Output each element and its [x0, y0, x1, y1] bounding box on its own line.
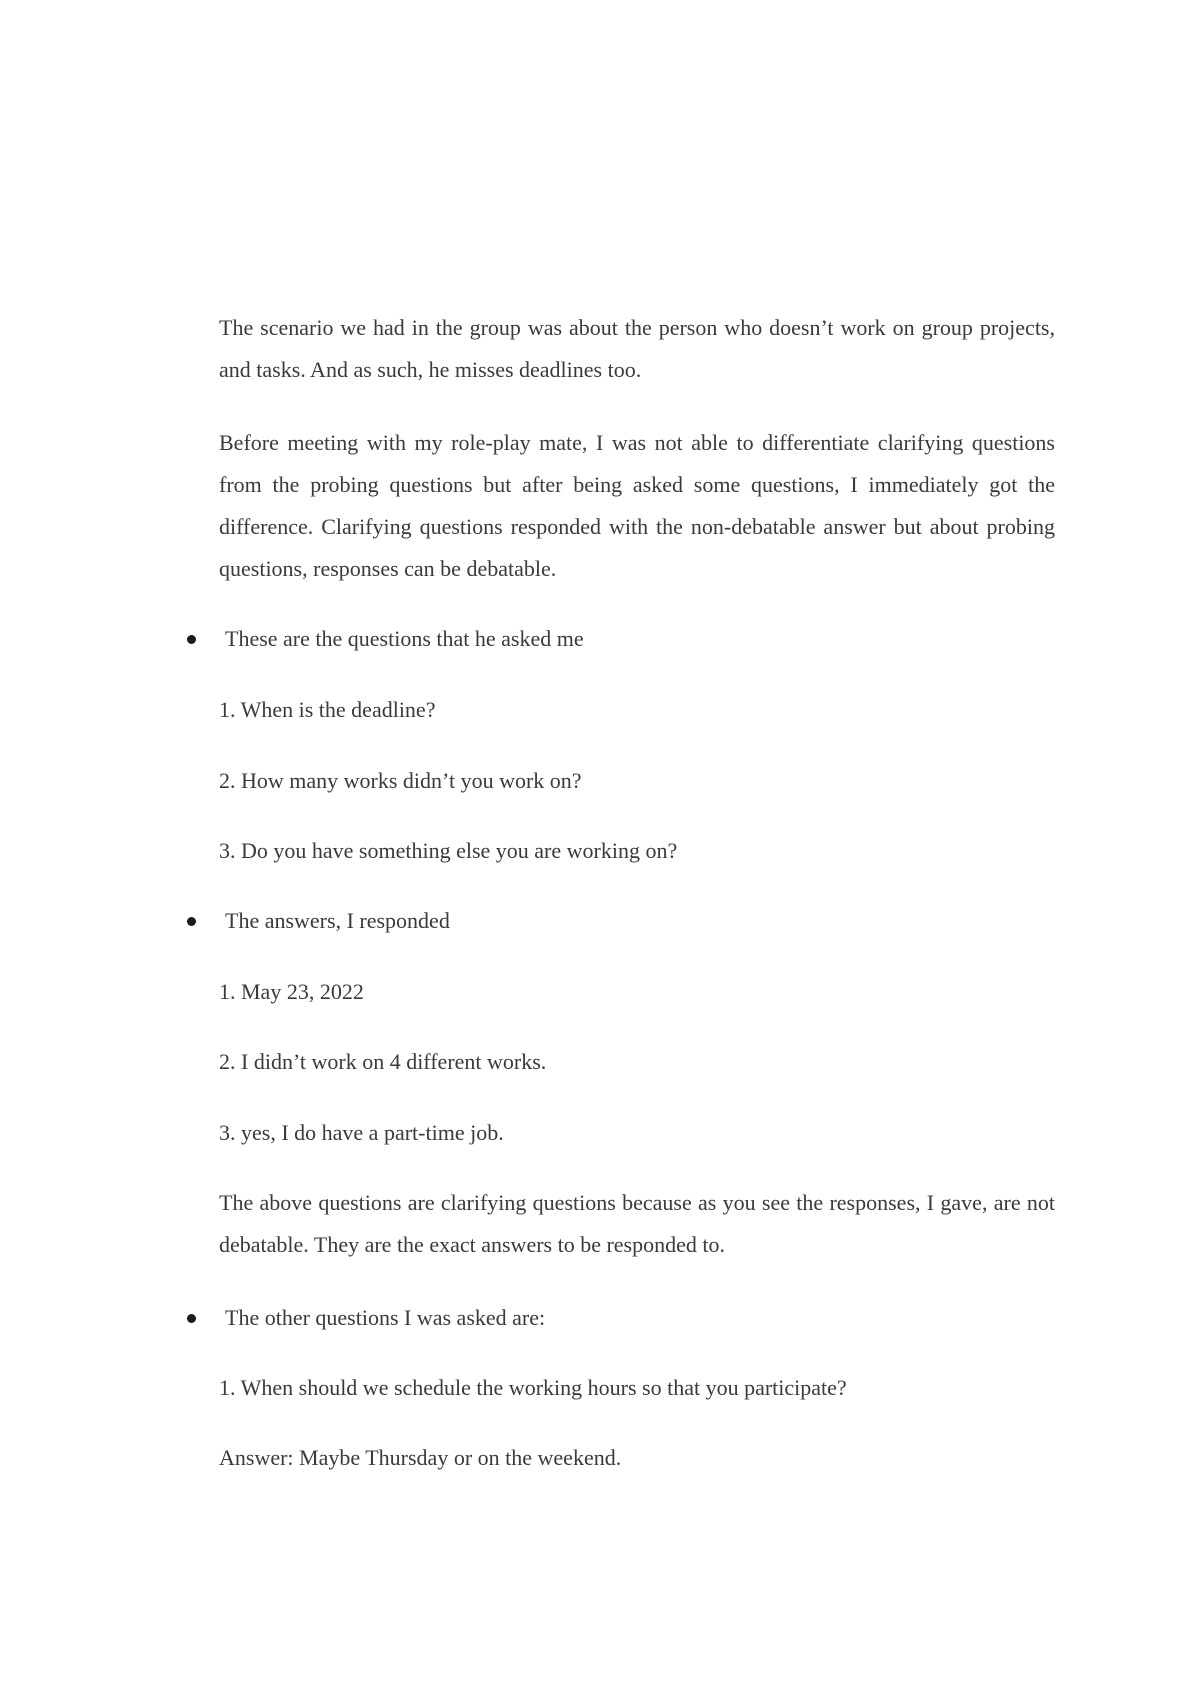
bullet-icon: [187, 635, 196, 644]
other-question-item: 1. When should we schedule the working hours so that you participate?: [219, 1375, 847, 1400]
bullet-label: These are the questions that he asked me: [225, 626, 584, 651]
question-item: 1. When is the deadline?: [219, 697, 436, 722]
question-item: 2. How many works didn’t you work on?: [219, 768, 582, 793]
answer-item: 2. I didn’t work on 4 different works.: [219, 1049, 547, 1074]
final-answer: Answer: Maybe Thursday or on the weekend.: [219, 1445, 622, 1470]
bullet-icon: [187, 917, 196, 926]
clarifying-summary-paragraph: The above questions are clarifying questions because as you see the responses, I gave, are not debatable. They are the exact answers to be responded to.: [219, 1190, 1055, 1257]
answer-item: 3. yes, I do have a part-time job.: [219, 1120, 504, 1145]
bullet-icon: [187, 1314, 196, 1323]
role-play-paragraph: Before meeting with my role-play mate, I was not able to differentiate clarifying questions from the probing questions but after being asked some questions, I immediately got the difference. Clarifying questions responded with the non-debatable answer but about probing questions, responses can be debatable.: [219, 430, 1055, 581]
bullet-label: The answers, I responded: [225, 908, 450, 933]
bullet-label: The other questions I was asked are:: [225, 1305, 546, 1330]
scenario-paragraph: The scenario we had in the group was about the person who doesn’t work on group projects, and tasks. And as such, he misses deadlines too.: [219, 315, 1055, 382]
answer-item: 1. May 23, 2022: [219, 979, 364, 1004]
question-item: 3. Do you have something else you are working on?: [219, 838, 678, 863]
